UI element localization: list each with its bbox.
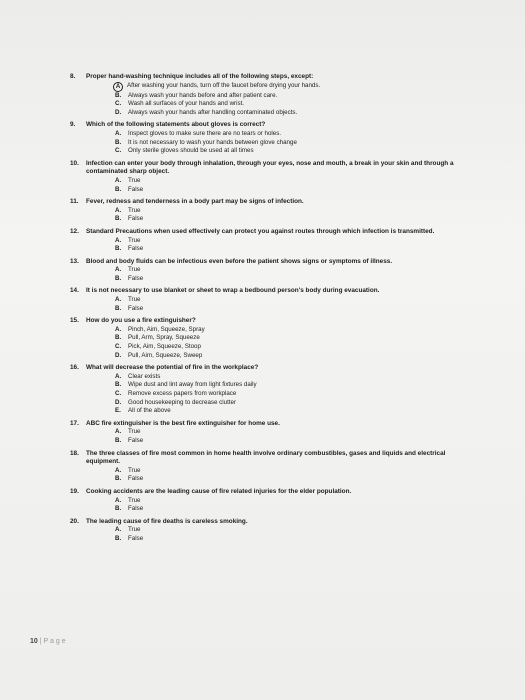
option-text: True — [128, 296, 141, 304]
question-item — [70, 287, 480, 313]
option-letter: B. — [115, 245, 122, 253]
page-word: P a g e — [43, 638, 66, 645]
answer-option — [70, 147, 480, 156]
question-item — [70, 364, 480, 416]
option-text: Clear exists — [128, 372, 161, 380]
answer-option — [70, 177, 480, 186]
question-text — [70, 258, 480, 267]
option-letter: C. — [115, 343, 122, 351]
question-body: Standard Precautions when used effectively can protect you against routes through which infection is transmitted. — [86, 227, 435, 235]
question-item — [70, 73, 480, 117]
question-item — [70, 160, 480, 194]
option-text: Always wash your hands before and after patient care. — [128, 91, 278, 99]
option-letter: A. — [115, 496, 122, 504]
answer-option — [70, 215, 480, 224]
circled-option-letter: A — [113, 82, 123, 92]
question-text — [70, 317, 480, 326]
option-text: Always wash your hands after handling contaminated objects. — [128, 108, 298, 116]
question-body: Cooking accidents are the leading cause of fire related injuries for the elder population. — [86, 487, 352, 495]
answer-option — [70, 245, 480, 254]
question-number: 17. — [70, 419, 79, 427]
option-text: False — [128, 505, 144, 513]
answer-option — [70, 109, 480, 118]
option-letter: A. — [115, 266, 122, 274]
answer-option — [70, 373, 480, 382]
option-text: True — [128, 526, 141, 534]
option-text: False — [128, 475, 144, 483]
question-number: 8. — [70, 73, 76, 80]
option-letter: A. — [115, 526, 122, 534]
option-letter: B. — [115, 138, 122, 146]
answer-option — [70, 343, 480, 352]
option-text: True — [128, 496, 141, 504]
option-text: It is not necessary to wash your hands between glove change — [128, 138, 297, 146]
answer-option — [70, 407, 480, 416]
answer-option — [70, 399, 480, 408]
answer-option — [70, 334, 480, 343]
question-text — [70, 364, 480, 373]
answer-option — [70, 296, 480, 305]
question-text — [70, 228, 480, 237]
option-text: False — [128, 534, 144, 542]
option-text: True — [128, 466, 141, 474]
option-text: False — [128, 274, 144, 282]
option-letter: B. — [115, 381, 122, 389]
answer-option — [70, 326, 480, 335]
option-letter: D. — [115, 351, 122, 359]
answer-option — [70, 237, 480, 246]
question-text — [70, 73, 480, 82]
question-text — [70, 518, 480, 527]
question-number: 11. — [70, 198, 79, 206]
question-number: 15. — [70, 317, 79, 325]
option-letter: A. — [115, 176, 122, 184]
question-item — [70, 420, 480, 446]
option-letter: B. — [115, 185, 122, 193]
answer-option — [70, 82, 480, 92]
question-body: Infection can enter your body through inhalation, through your eyes, nose and mouth, a break in your skin and through a contaminated sharp object. — [86, 159, 454, 176]
option-letter: A. — [115, 372, 122, 380]
question-number: 14. — [70, 287, 79, 295]
option-text: True — [128, 236, 141, 244]
option-text: After washing your hands, turn off the faucet before drying your hands. — [127, 81, 321, 89]
option-text: False — [128, 304, 144, 312]
question-number: 12. — [70, 227, 79, 235]
answer-option — [70, 275, 480, 284]
answer-option — [70, 428, 480, 437]
question-number: 18. — [70, 449, 79, 457]
answer-option — [70, 467, 480, 476]
answer-option — [70, 266, 480, 275]
question-item — [70, 198, 480, 224]
question-body: Which of the following statements about gloves is correct? — [86, 121, 266, 129]
option-letter: C. — [115, 147, 122, 155]
question-text — [70, 160, 480, 177]
page-separator: | — [37, 638, 44, 645]
answer-option — [70, 526, 480, 535]
option-letter: A. — [115, 129, 122, 137]
question-list — [70, 73, 480, 544]
answer-option — [70, 390, 480, 399]
question-body: The leading cause of fire deaths is careless smoking. — [86, 517, 248, 525]
option-letter: A. — [115, 325, 122, 333]
option-letter: A. — [115, 428, 122, 436]
question-item — [70, 488, 480, 514]
option-letter: C. — [115, 390, 122, 397]
option-text: Pick, Aim, Squeeze, Stoop — [128, 343, 201, 351]
answer-option — [70, 535, 480, 544]
option-text: All of the above — [128, 407, 171, 415]
answer-option — [70, 352, 480, 361]
answer-option — [70, 305, 480, 314]
question-body: How do you use a fire extinguisher? — [86, 317, 196, 325]
option-letter: B. — [115, 91, 122, 99]
option-text: False — [128, 245, 144, 253]
answer-option — [70, 100, 480, 109]
option-letter: D. — [115, 108, 122, 116]
option-text: False — [128, 436, 144, 444]
question-item — [70, 450, 480, 484]
option-letter: A. — [115, 296, 122, 304]
question-item — [70, 121, 480, 155]
question-body: ABC fire extinguisher is the best fire extinguisher for home use. — [86, 419, 280, 427]
question-item — [70, 518, 480, 544]
question-item — [70, 317, 480, 360]
option-letter: A. — [115, 206, 122, 214]
option-text: Pinch, Aim, Squeeze, Spray — [128, 325, 205, 333]
option-text: Pull, Arm, Spray, Squeeze — [128, 334, 200, 342]
option-letter: B. — [115, 304, 122, 312]
answer-option — [70, 475, 480, 484]
option-letter: B. — [115, 505, 122, 513]
answer-option — [70, 437, 480, 446]
question-text — [70, 198, 480, 207]
question-number: 13. — [70, 257, 79, 265]
option-letter: A. — [115, 466, 122, 474]
question-number: 20. — [70, 517, 79, 525]
option-letter: B. — [115, 475, 122, 483]
option-text: False — [128, 215, 144, 223]
option-letter: A. — [115, 236, 122, 244]
answer-option — [70, 381, 480, 390]
question-text — [70, 450, 480, 467]
question-body: Proper hand-washing technique includes all of the following steps, except: — [86, 73, 314, 80]
answer-option — [70, 505, 480, 514]
question-item — [70, 258, 480, 284]
option-letter: B. — [115, 334, 122, 342]
option-letter: B. — [115, 274, 122, 282]
option-text: True — [128, 176, 141, 184]
question-number: 16. — [70, 364, 79, 372]
option-letter: E. — [115, 407, 121, 415]
page-number: 10 — [30, 638, 38, 645]
question-body: The three classes of fire most common in home health involve ordinary combustibles, gases and liquids and electrical equipment. — [86, 449, 446, 466]
option-text: Only sterile gloves should be used at all times — [128, 147, 254, 155]
question-body: Fever, redness and tenderness in a body part may be signs of infection. — [86, 198, 304, 206]
question-item — [70, 228, 480, 254]
question-text — [70, 121, 480, 130]
option-letter: B. — [115, 534, 122, 542]
question-body: It is not necessary to use blanket or sheet to wrap a bedbound person's body during evacuation. — [86, 287, 380, 295]
question-text — [70, 420, 480, 429]
option-text: Good housekeeping to decrease clutter — [128, 398, 237, 406]
answer-option — [70, 92, 480, 101]
question-number: 9. — [70, 121, 76, 129]
answer-option — [70, 139, 480, 148]
answer-option — [70, 207, 480, 216]
option-letter: B. — [115, 436, 122, 444]
option-text: Remove excess papers from workplace — [128, 390, 237, 397]
option-text: True — [128, 266, 141, 274]
question-number: 19. — [70, 487, 79, 495]
option-text: Wash all surfaces of your hands and wrist. — [128, 100, 245, 108]
option-text: Pull, Aim, Squeeze, Sweep — [128, 351, 203, 359]
option-letter: B. — [115, 215, 122, 223]
option-text: True — [128, 206, 141, 214]
option-letter: D. — [115, 398, 122, 406]
question-text — [70, 488, 480, 497]
answer-option — [70, 130, 480, 139]
option-text: True — [128, 428, 141, 436]
question-text — [70, 287, 480, 296]
option-letter: C. — [115, 100, 122, 108]
question-body: Blood and body fluids can be infectious even before the patient shows signs or symptoms of illness. — [86, 257, 393, 265]
answer-option — [70, 186, 480, 195]
option-text: False — [128, 185, 144, 193]
answer-option — [70, 497, 480, 506]
option-text: Wipe dust and lint away from light fixtures daily — [128, 381, 257, 389]
option-text: Inspect gloves to make sure there are no tears or holes. — [128, 129, 282, 137]
page-footer — [30, 638, 66, 645]
question-body: What will decrease the potential of fire in the workplace? — [86, 364, 259, 372]
question-number: 10. — [70, 159, 79, 167]
